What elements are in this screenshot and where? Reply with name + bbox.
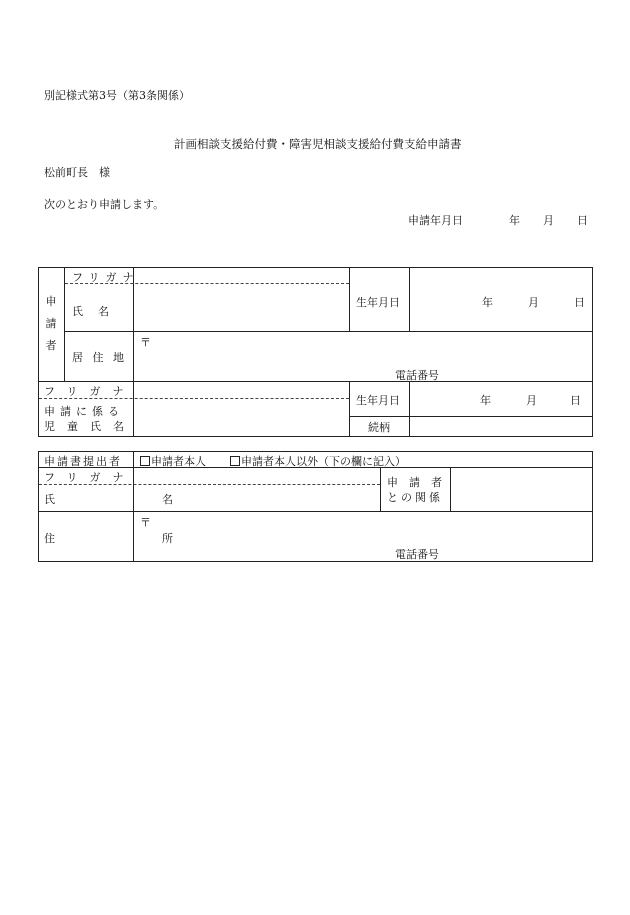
application-date-label: 申請年月日 (408, 214, 463, 227)
submitter-label: 申請書提出者 (44, 455, 122, 468)
submitter-address-label: 住 所 (44, 532, 221, 545)
child-name-label-line1: 申請に係る (44, 405, 124, 418)
application-day-unit: 日 (577, 214, 588, 227)
child-birth-year-unit: 年 (480, 394, 491, 407)
child-relationship-label: 続柄 (368, 421, 390, 434)
child-furigana-label: フリガナ (44, 385, 136, 398)
document-title: 計画相談支援給付費・障害児相談支援給付費支給申請書 (174, 137, 462, 151)
applicant-name-label: 氏 名 (72, 305, 111, 318)
checkbox-self-icon[interactable] (140, 456, 150, 466)
child-birth-month-unit: 月 (526, 394, 537, 407)
child-birthdate-label: 生年月日 (356, 394, 400, 407)
applicant-birth-month-unit: 月 (528, 296, 539, 309)
applicant-birth-year-unit: 年 (482, 296, 493, 309)
submitter-option-self[interactable]: 申請者本人 (140, 453, 206, 469)
applicant-address-label: 居 住 地 (72, 351, 127, 364)
application-year-unit: 年 (509, 214, 520, 227)
applicant-postal-mark: 〒 (140, 336, 151, 349)
applicant-birth-day-unit: 日 (574, 296, 585, 309)
submitter-furigana-label: フリガナ (44, 471, 136, 484)
application-month-unit: 月 (543, 214, 554, 227)
addressee: 松前町長 様 (44, 166, 110, 179)
submitter-option-other[interactable]: 申請者本人以外（下の欄に記入） (230, 453, 406, 469)
submitter-name-label: 氏 名 (44, 493, 221, 506)
relation-label-line2: との関係 (387, 491, 443, 504)
checkbox-other-icon[interactable] (230, 456, 240, 466)
applicant-phone-label: 電話番号 (395, 369, 439, 382)
submitter-phone-label: 電話番号 (395, 548, 439, 561)
form-number: 別記様式第3号（第3条関係） (44, 89, 190, 102)
child-relationship-field[interactable] (410, 417, 592, 436)
intro-text: 次のとおり申請します。 (44, 198, 165, 211)
relation-field[interactable] (451, 468, 592, 511)
child-name-label-line2: 児童氏名 (44, 420, 136, 433)
child-name-field[interactable] (134, 382, 348, 436)
applicant-furigana-field[interactable] (134, 268, 348, 283)
applicant-birthdate-label: 生年月日 (356, 296, 400, 309)
submitter-address-field[interactable] (134, 512, 592, 561)
submitter-name-field[interactable] (134, 468, 379, 511)
applicant-birthdate-field[interactable] (410, 268, 592, 331)
applicant-name-field[interactable] (134, 284, 348, 330)
applicant-furigana-label: フリガナ (72, 271, 140, 284)
applicant-address-field[interactable] (134, 332, 592, 380)
submitter-postal-mark: 〒 (140, 516, 151, 529)
child-birth-day-unit: 日 (570, 394, 581, 407)
relation-label-line1: 申 請 者 (387, 476, 442, 489)
applicant-section-label: 申 請 者 (45, 295, 57, 352)
